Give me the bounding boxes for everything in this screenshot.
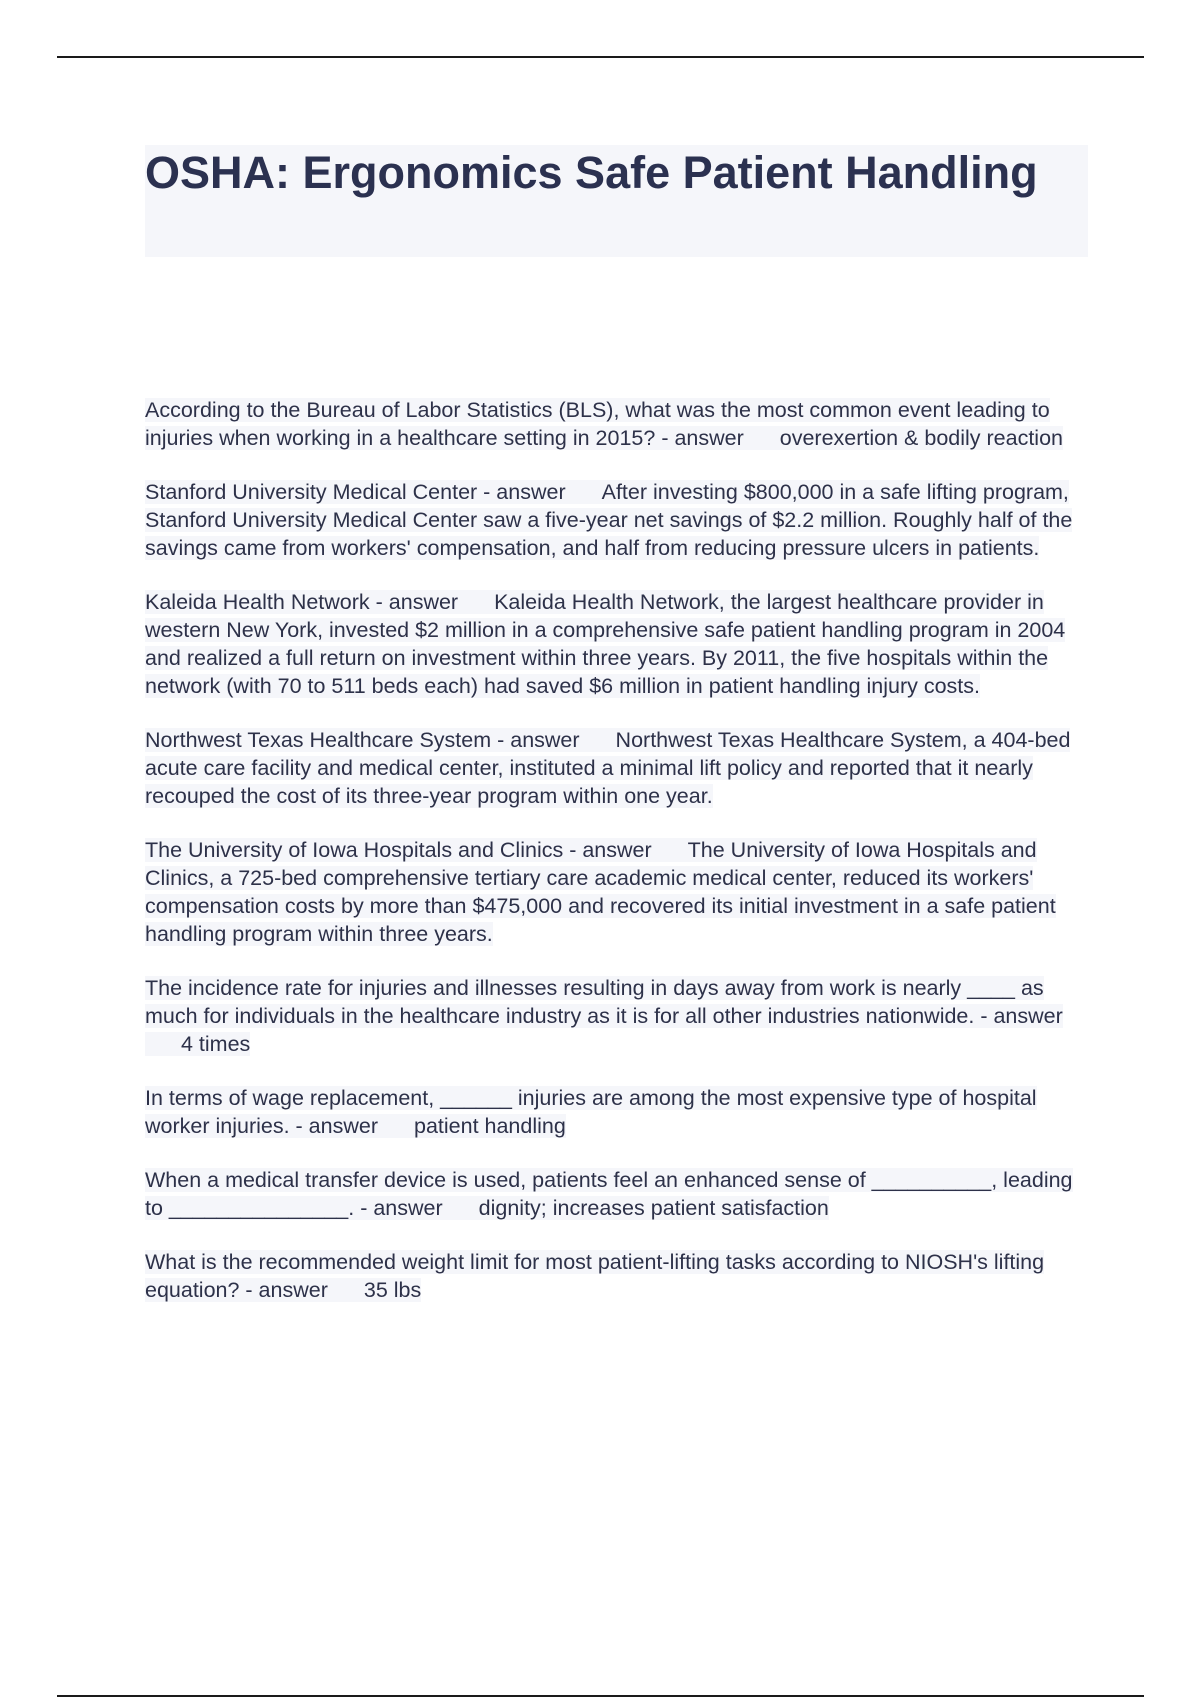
answer-text: After investing $800,000 in a safe lifting program, Stanford University Medical Center saw a five-year net savings of $2.2 million. Roughly half of the savings came from workers' compensation, and half from reducing pressure ulcers in patients.: [145, 480, 1073, 560]
question-text: In terms of wage replacement, ______ injuries are among the most expensive type of hospital worker injuries. - answer: [145, 1086, 1037, 1138]
answer-text: patient handling: [413, 1114, 566, 1138]
flashcard-entry: [145, 478, 1095, 562]
flashcard-entry: [145, 836, 1095, 948]
flashcard-entry: [145, 1248, 1095, 1304]
answer-text: dignity; increases patient satisfaction: [478, 1196, 829, 1220]
answer-text: Kaleida Health Network, the largest healthcare provider in western New York, invested $2 million in a comprehensive safe patient handling program in 2004 and realized a full return on investment within three years. By 2011, the five hospitals within the network (with 70 to 511 beds each) had saved $6 million in patient handling injury costs.: [145, 590, 1066, 698]
title-block: [145, 145, 1088, 257]
answer-text: 4 times: [181, 1032, 251, 1056]
question-text: The University of Iowa Hospitals and Clinics - answer: [145, 838, 652, 862]
header-rule: [57, 56, 1144, 58]
question-text: Stanford University Medical Center - answer: [145, 480, 566, 504]
flashcard-entry: [145, 588, 1095, 700]
flashcard-entry: [145, 396, 1095, 452]
page-title: OSHA: Ergonomics Safe Patient Handling: [145, 147, 1038, 198]
flashcard-entry: [145, 726, 1095, 810]
answer-text: 35 lbs: [363, 1278, 422, 1302]
flashcard-entry: [145, 1166, 1095, 1222]
flashcard-entry: [145, 1084, 1095, 1140]
answer-text: The University of Iowa Hospitals and Clinics, a 725-bed comprehensive tertiary care academic medical center, reduced its workers' compensation costs by more than $475,000 and recovered its initial investment in a safe patient handling program within three years.: [145, 838, 1056, 946]
flashcard-entry: [145, 974, 1095, 1058]
question-text: Kaleida Health Network - answer: [145, 590, 459, 614]
question-text: The incidence rate for injuries and illnesses resulting in days away from work is nearly ____ as much for individuals in the healthcare industry as it is for all other industries nationwide. - answer: [145, 976, 1063, 1028]
answer-text: overexertion & bodily reaction: [779, 426, 1064, 450]
question-text: What is the recommended weight limit for most patient-lifting tasks according to NIOSH's lifting equation? - answer: [145, 1250, 1045, 1302]
flashcard-list: [145, 396, 1095, 1330]
question-text: Northwest Texas Healthcare System - answer: [145, 728, 580, 752]
question-text: According to the Bureau of Labor Statistics (BLS), what was the most common event leading to injuries when working in a healthcare setting in 2015? - answer: [145, 398, 1050, 450]
question-text: When a medical transfer device is used, patients feel an enhanced sense of __________, leading to _______________. - answer: [145, 1168, 1073, 1220]
footer-rule: [57, 1695, 1144, 1697]
answer-text: Northwest Texas Healthcare System, a 404-bed acute care facility and medical center, instituted a minimal lift policy and reported that it nearly recouped the cost of its three-year program within one year.: [145, 728, 1071, 808]
